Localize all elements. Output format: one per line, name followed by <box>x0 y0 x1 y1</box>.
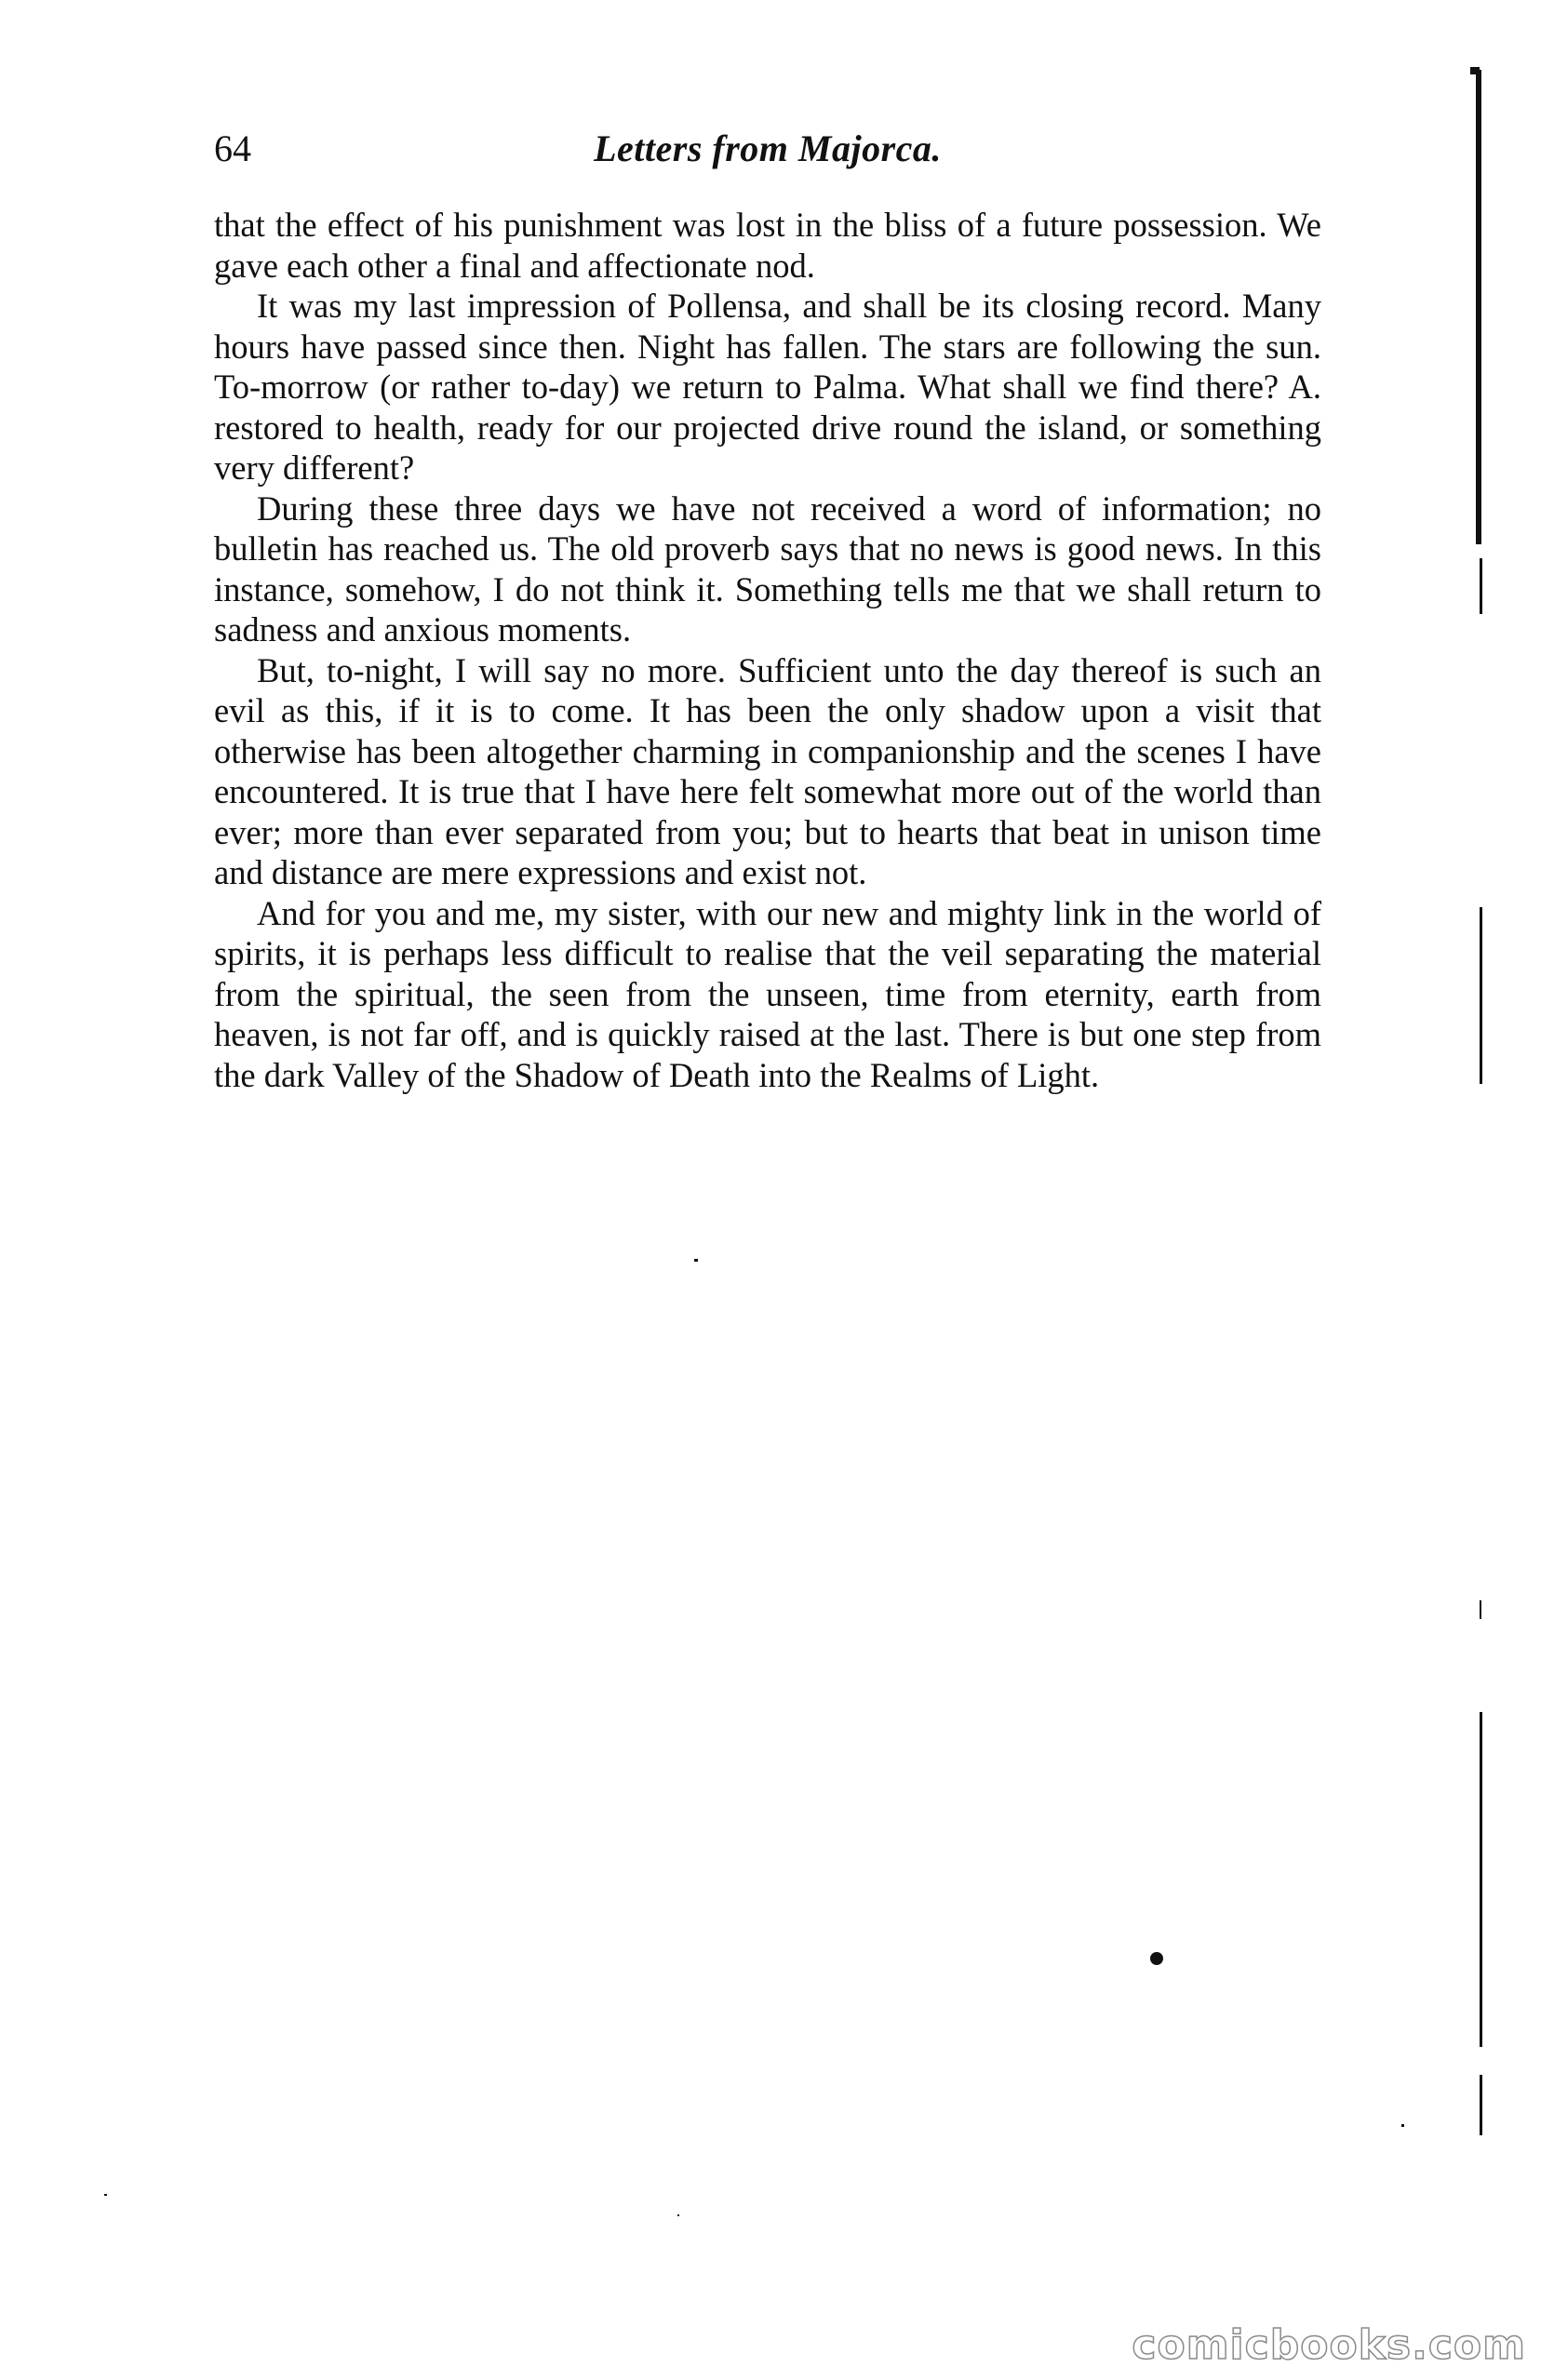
running-head <box>214 121 1321 177</box>
scan-dot <box>677 2214 679 2216</box>
body-text <box>214 205 1321 1095</box>
page-number: 64 <box>214 127 251 169</box>
scan-edge-mark <box>1480 1600 1481 1619</box>
watermark-logo: comicbooks.com <box>1132 2321 1526 2369</box>
paragraph-sister: And for you and me, my sister, with our new and mighty link in the world of spirits, it is perhaps less difficult to realise that the veil separating the material from the spiritual, the seen from the unseen, time from eternity, earth from heaven, is not far off, and is quickly raised at the last. There is but one step from the dark Valley of the Shadow of Death into the Realms of Light. <box>214 893 1321 1094</box>
scan-dot <box>1401 2124 1404 2127</box>
paragraph-tonight: But, to-night, I will say no more. Sufficient unto the day thereof is such an evil as this, if it is to come. It has been the only shadow upon a visit that otherwise has been altogether charming in companionship and the scenes I have encountered. It is true that I have here felt somewhat more out of the world than ever; more than ever separated from you; but to hearts that beat in unison time and distance are mere expressions and exist not. <box>214 650 1321 891</box>
scan-dot <box>1150 1952 1163 1965</box>
scan-edge-mark <box>1480 2075 1482 2135</box>
scan-dot <box>694 1259 698 1262</box>
paragraph-continuation: that the effect of his punishment was lost in the bliss of a future possession. We gave each other a final and affectionate nod. <box>214 206 1321 285</box>
running-title: Letters from Majorca. <box>594 127 942 169</box>
scan-edge-mark <box>1476 70 1481 544</box>
paragraph-pollensa: It was my last impression of Pollensa, and shall be its closing record. Many hours have passed since then. Night has fallen. The stars are following the sun. To-morrow (or rather to-day) we return to Palma. What shall we find there? A. restored to health, ready for our projected drive round the island, or something very different? <box>214 287 1321 487</box>
scan-edge-mark <box>1480 558 1482 614</box>
scan-edge-mark <box>1480 907 1482 1084</box>
scan-edge-mark <box>1480 1712 1482 2047</box>
scan-dot <box>104 2194 107 2196</box>
paragraph-three-days: During these three days we have not received a word of information; no bulletin has reached us. The old proverb says that no news is good news. In this instance, somehow, I do not think it. Something tells me that we shall return to sadness and anxious moments. <box>214 488 1321 648</box>
